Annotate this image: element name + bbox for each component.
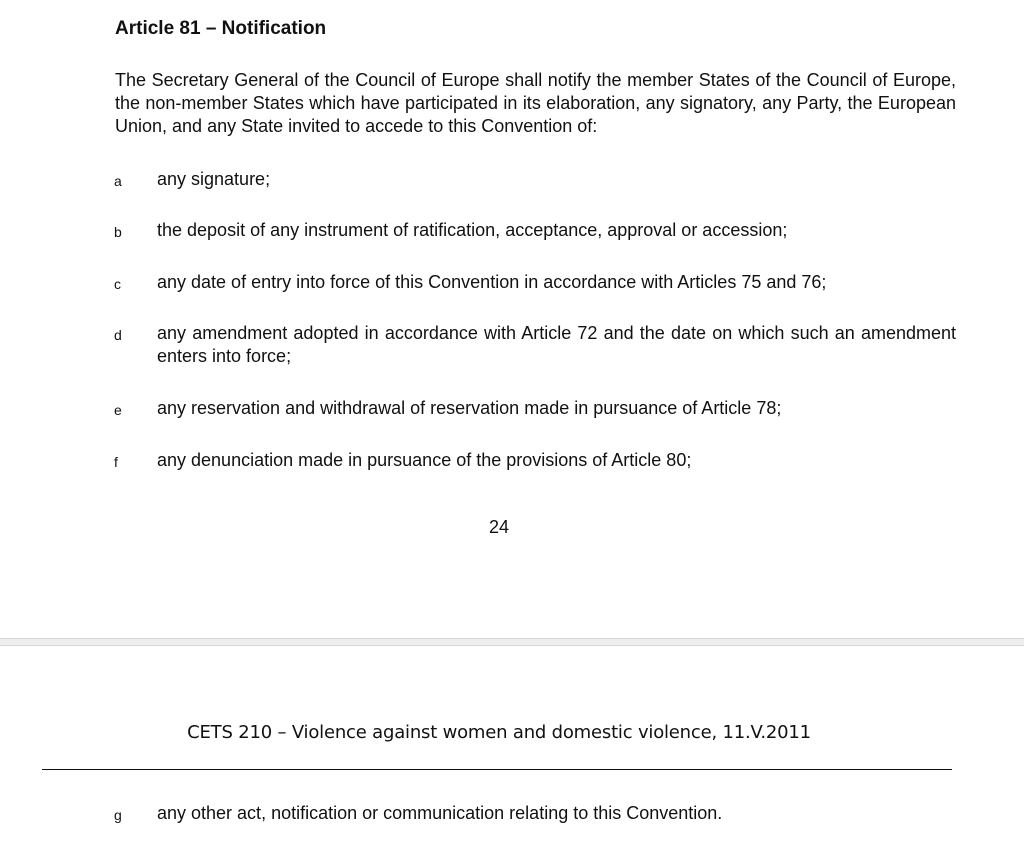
list-item-letter: g [114, 807, 122, 823]
list-item-letter: d [114, 327, 122, 343]
article-intro: The Secretary General of the Council of Europe shall notify the member States of the Council of Europe, the non-member States which have participated in its elaboration, any signatory, any Party, the European Union, and any State invited to accede to this Convention of: [115, 70, 956, 136]
article-heading: Article 81 – Notification [115, 18, 327, 39]
list-item-letter: c [114, 276, 121, 292]
page-number: 24 [488, 517, 510, 537]
list-item-text: the deposit of any instrument of ratification, acceptance, approval or accession; [157, 220, 788, 240]
list-item-letter: f [114, 454, 118, 470]
list-item-text: any reservation and withdrawal of reservation made in pursuance of Article 78; [157, 398, 782, 418]
list-item-letter: b [114, 224, 122, 240]
header-divider [42, 769, 952, 770]
running-header: CETS 210 – Violence against women and domestic violence, 11.V.2011 [187, 722, 811, 743]
list-item-letter: e [114, 402, 122, 418]
page-separator [0, 638, 1024, 646]
list-item-text: any denunciation made in pursuance of the provisions of Article 80; [157, 450, 692, 470]
list-item-text: any amendment adopted in accordance with Article 72 and the date on which such an amendment enters into force; [157, 323, 956, 366]
list-item-text: any other act, notification or communication relating to this Convention. [157, 803, 723, 823]
list-item-letter: a [114, 173, 122, 189]
list-item-text: any date of entry into force of this Convention in accordance with Articles 75 and 76; [157, 272, 827, 292]
list-item-text: any signature; [157, 169, 271, 189]
